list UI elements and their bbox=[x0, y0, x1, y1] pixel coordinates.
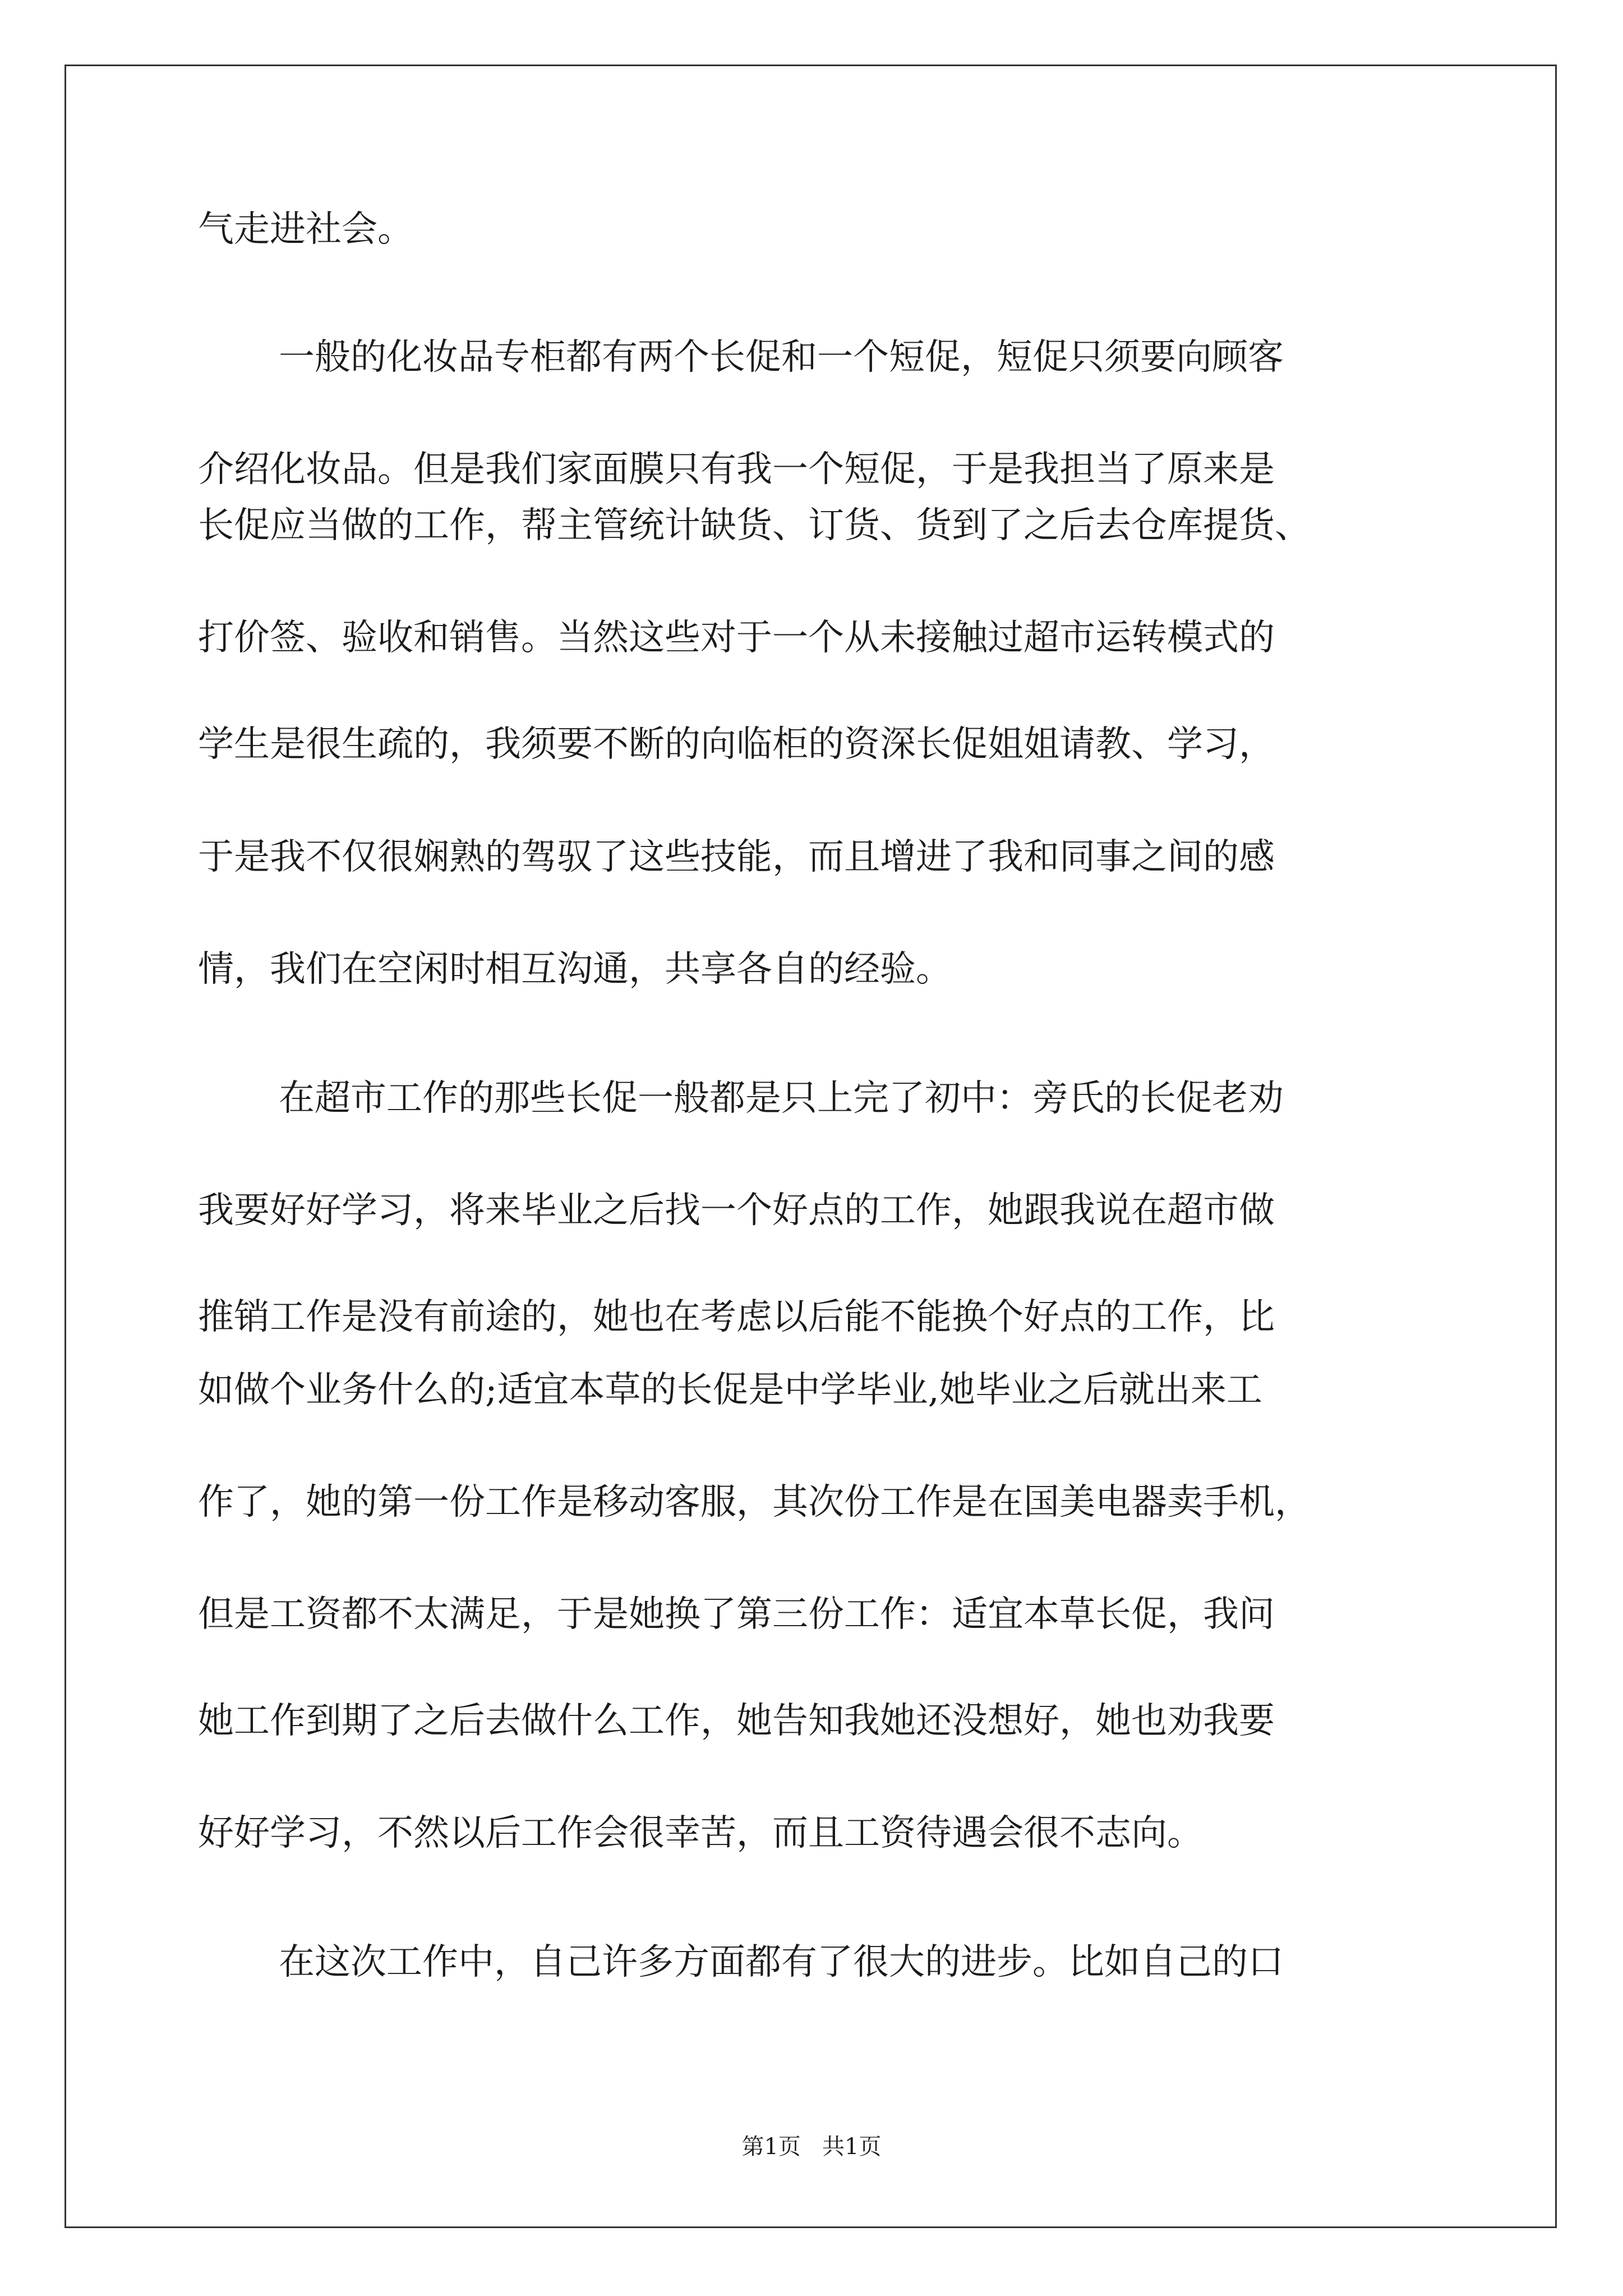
text-line: 打价签、验收和销售。当然这些对于一个从未接触过超市运转模式的 bbox=[198, 617, 1275, 659]
text-line: 长促应当做的工作，帮主管统计缺货、订货、货到了之后去仓库提货、 bbox=[198, 505, 1311, 546]
text-line: 在超市工作的那些长促一般都是只上完了初中：旁氏的长促老劝 bbox=[279, 1078, 1284, 1119]
text-line: 一般的化妆品专柜都有两个长促和一个短促，短促只须要向顾客 bbox=[279, 337, 1284, 378]
text-line: 作了，她的第一份工作是移动客服，其次份工作是在国美电器卖手机， bbox=[198, 1481, 1311, 1523]
text-line: 但是工资都不太满足，于是她换了第三份工作：适宜本草长促，我问 bbox=[198, 1594, 1275, 1635]
text-line: 介绍化妆品。但是我们家面膜只有我一个短促，于是我担当了原来是 bbox=[198, 449, 1275, 490]
text-line: 如做个业务什么的;适宜本草的长促是中学毕业,她毕业之后就出来工 bbox=[198, 1369, 1262, 1411]
text-line: 好好学习，不然以后工作会很幸苦，而且工资待遇会很不志向。 bbox=[198, 1812, 1203, 1854]
text-line: 在这次工作中，自己许多方面都有了很大的进步。比如自己的口 bbox=[279, 1941, 1284, 1983]
page-number-footer: 第1页 共1页 bbox=[741, 2134, 882, 2160]
text-line: 推销工作是没有前途的，她也在考虑以后能不能换个好点的工作，比 bbox=[198, 1296, 1275, 1338]
text-line: 情，我们在空闲时相互沟通，共享各自的经验。 bbox=[198, 949, 952, 990]
page-border bbox=[64, 65, 1557, 2228]
text-line: 我要好好学习，将来毕业之后找一个好点的工作，她跟我说在超市做 bbox=[198, 1190, 1275, 1231]
text-line: 学生是很生疏的，我须要不断的向临柜的资深长促姐姐请教、学习， bbox=[198, 724, 1275, 765]
text-line: 气走进社会。 bbox=[198, 209, 413, 250]
text-line: 她工作到期了之后去做什么工作，她告知我她还没想好，她也劝我要 bbox=[198, 1700, 1275, 1742]
text-line: 于是我不仅很娴熟的驾驭了这些技能，而且增进了我和同事之间的感 bbox=[198, 836, 1275, 878]
